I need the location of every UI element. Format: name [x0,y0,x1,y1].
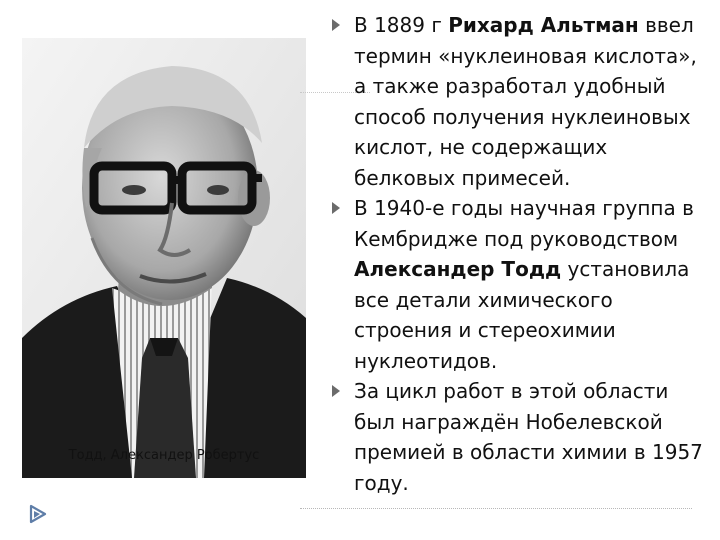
bullet-item [332,376,712,498]
portrait-illustration [22,38,306,478]
bullet-text-before: В 1889 г [354,13,449,37]
photo-caption: Тодд, Александер Робертус [68,448,260,463]
bullet-item [332,193,712,376]
chevron-arrow-icon [27,503,49,525]
bullet-list [332,10,712,498]
bullet-text-before: За цикл работ в этой области был награждён Нобелевской премией в области химии в 1957 году. [354,379,703,495]
triangle-right-icon [332,19,340,31]
triangle-right-icon [332,202,340,214]
bullet-text-bold: Рихард Альтман [448,13,639,37]
bullet-text-after: установила все детали химического строения и стереохимии нуклеотидов. [354,257,690,373]
bullet-text-after: ввел термин «нуклеиновая кислота», а также разработал удобный способ получения нуклеиновых кислот, не содержащих белковых примесей. [354,13,697,190]
triangle-right-icon [332,385,340,397]
bottom-divider [300,508,692,509]
bullet-text-before: В 1940-е годы научная группа в Кембридже под руководством [354,196,694,251]
bullet-text-bold: Александер Тодд [354,257,562,281]
bullet-item [332,10,712,193]
portrait-photo [22,38,306,478]
